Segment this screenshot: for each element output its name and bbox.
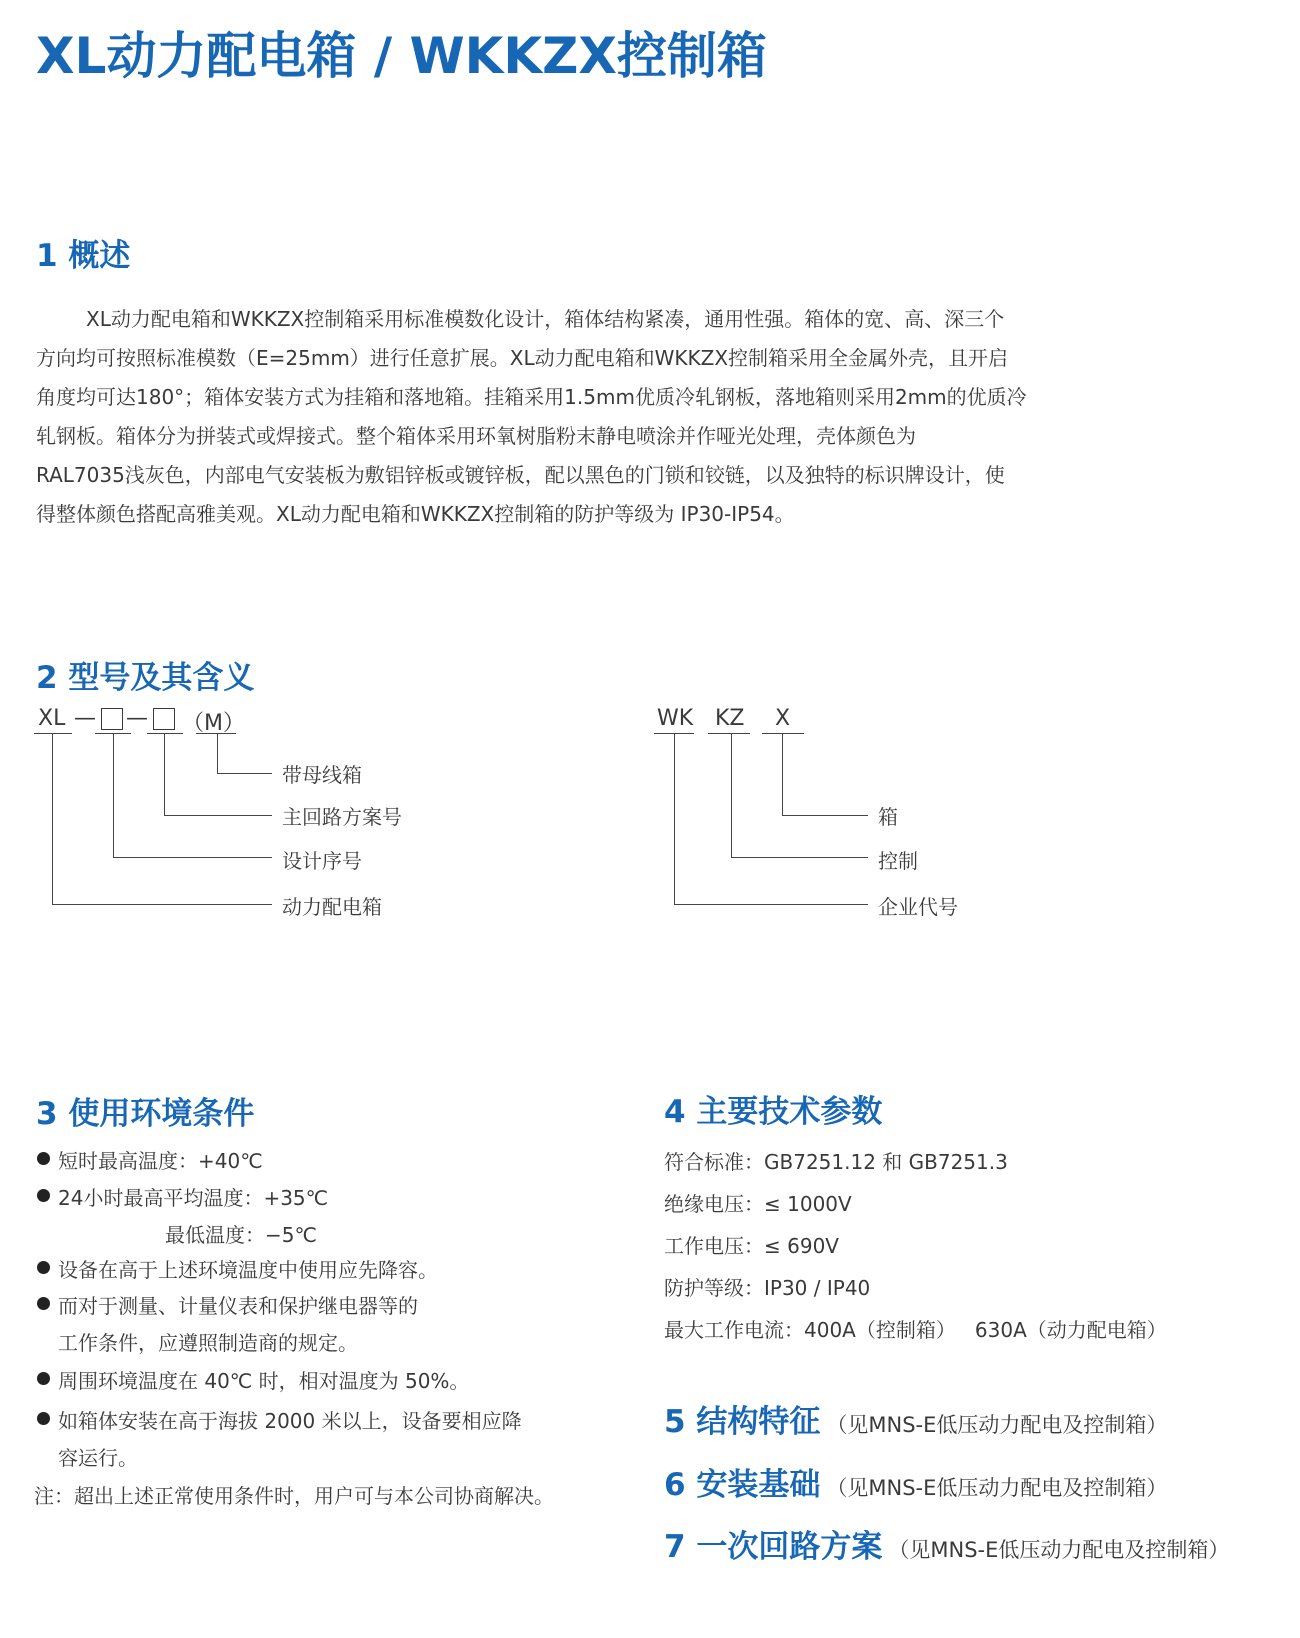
label-main-circuit-scheme: 主回路方案号	[282, 805, 402, 829]
design-number-box	[101, 708, 123, 730]
leader-line	[52, 733, 53, 904]
leader-line	[217, 733, 218, 773]
overview-paragraph	[36, 300, 1056, 534]
code-xl: XL	[38, 706, 66, 731]
label-box: 箱	[878, 805, 898, 829]
section-6-note: （见MNS-E低压动力配电及控制箱）	[826, 1476, 1168, 1500]
leader-line	[52, 904, 272, 905]
list-item: 而对于测量、计量仪表和保护继电器等的	[58, 1294, 418, 1318]
section-6-heading	[664, 1459, 1167, 1504]
leader-line	[731, 857, 868, 858]
section-7-heading	[664, 1521, 1229, 1566]
overview-line: 角度均可达180°；箱体安装方式为挂箱和落地箱。挂箱采用1.5mm优质冷轧钢板，落地箱则采用2mm的优质冷	[36, 385, 1027, 409]
list-item: 周围环境温度在 40℃ 时，相对温度为 50%。	[58, 1369, 470, 1393]
code-m: （M）	[182, 711, 245, 736]
section-7-note: （见MNS-E低压动力配电及控制箱）	[888, 1538, 1230, 1562]
section-6-title: 6 安装基础	[664, 1467, 821, 1503]
leader-line	[731, 733, 732, 857]
param-standard: 符合标准：GB7251.12 和 GB7251.3	[664, 1150, 1008, 1174]
overview-line: 方向均可按照标准模数（E=25mm）进行任意扩展。XL动力配电箱和WKKZX控制箱采用全金属外壳，且开启	[36, 346, 1009, 370]
section-1-heading: 1 概述	[36, 238, 131, 274]
section-7-title: 7 一次回路方案	[664, 1529, 883, 1565]
param-max-current: 最大工作电流：400A（控制箱） 630A（动力配电箱）	[664, 1318, 1167, 1342]
bullet-icon	[37, 1372, 50, 1385]
page-title: XL动力配电箱 / WKKZX控制箱	[36, 27, 767, 85]
leader-line	[674, 904, 868, 905]
list-item: 如箱体安装在高于海拔 2000 米以上，设备要相应降	[58, 1409, 522, 1433]
code-wk: WK	[657, 706, 694, 731]
bullet-icon	[37, 1412, 50, 1425]
list-item: 容运行。	[58, 1446, 138, 1470]
underline	[147, 733, 183, 734]
code-x: X	[775, 706, 791, 731]
leader-line	[782, 733, 783, 815]
label-busbar-box: 带母线箱	[282, 763, 362, 787]
list-item: 最低温度：−5℃	[165, 1223, 317, 1247]
section-3-heading: 3 使用环境条件	[36, 1096, 255, 1132]
code-kz: KZ	[715, 706, 745, 731]
leader-line	[113, 857, 272, 858]
param-working-voltage: 工作电压：≤ 690V	[664, 1234, 839, 1258]
environment-note: 注：超出上述正常使用条件时，用户可与本公司协商解决。	[34, 1484, 554, 1508]
bullet-icon	[37, 1189, 50, 1202]
leader-line	[113, 733, 114, 857]
label-company-code: 企业代号	[878, 895, 958, 919]
section-5-note: （见MNS-E低压动力配电及控制箱）	[826, 1413, 1168, 1437]
overview-line: XL动力配电箱和WKKZX控制箱采用标准模数化设计，箱体结构紧凑，通用性强。箱体的宽、高、深三个	[86, 307, 1005, 331]
code-dash: —	[74, 706, 96, 731]
section-5-heading	[664, 1396, 1167, 1441]
overview-line: 轧钢板。箱体分为拼装式或焊接式。整个箱体采用环氧树脂粉末静电喷涂并作哑光处理，壳体颜色为	[36, 424, 916, 448]
leader-line	[164, 733, 165, 815]
label-power-distribution-box: 动力配电箱	[282, 895, 382, 919]
bullet-icon	[37, 1261, 50, 1274]
bullet-icon	[37, 1297, 50, 1310]
param-protection-class: 防护等级：IP30 / IP40	[664, 1276, 871, 1300]
leader-line	[217, 773, 272, 774]
scheme-number-box	[153, 708, 175, 730]
section-4-heading: 4 主要技术参数	[664, 1094, 883, 1130]
leader-line	[674, 733, 675, 904]
leader-line	[782, 815, 868, 816]
label-control: 控制	[878, 849, 918, 873]
param-insulation-voltage: 绝缘电压：≤ 1000V	[664, 1192, 852, 1216]
overview-line: RAL7035浅灰色，内部电气安装板为敷铝锌板或镀锌板，配以黑色的门锁和铰链，以及独特的标识牌设计，使	[36, 463, 1005, 487]
bullet-icon	[37, 1152, 50, 1165]
leader-line	[164, 815, 272, 816]
list-item: 24小时最高平均温度：+35℃	[58, 1186, 329, 1210]
underline	[34, 733, 72, 734]
underline	[196, 733, 236, 734]
underline	[762, 733, 804, 734]
list-item: 设备在高于上述环境温度中使用应先降容。	[58, 1258, 438, 1282]
underline	[708, 733, 750, 734]
overview-line: 得整体颜色搭配高雅美观。XL动力配电箱和WKKZX控制箱的防护等级为 IP30-IP54。	[36, 502, 795, 526]
section-5-title: 5 结构特征	[664, 1404, 821, 1440]
label-design-number: 设计序号	[282, 849, 362, 873]
list-item: 工作条件，应遵照制造商的规定。	[58, 1331, 358, 1355]
list-item: 短时最高温度：+40℃	[58, 1149, 263, 1173]
code-dash: —	[126, 706, 148, 731]
section-2-heading: 2 型号及其含义	[36, 660, 255, 696]
